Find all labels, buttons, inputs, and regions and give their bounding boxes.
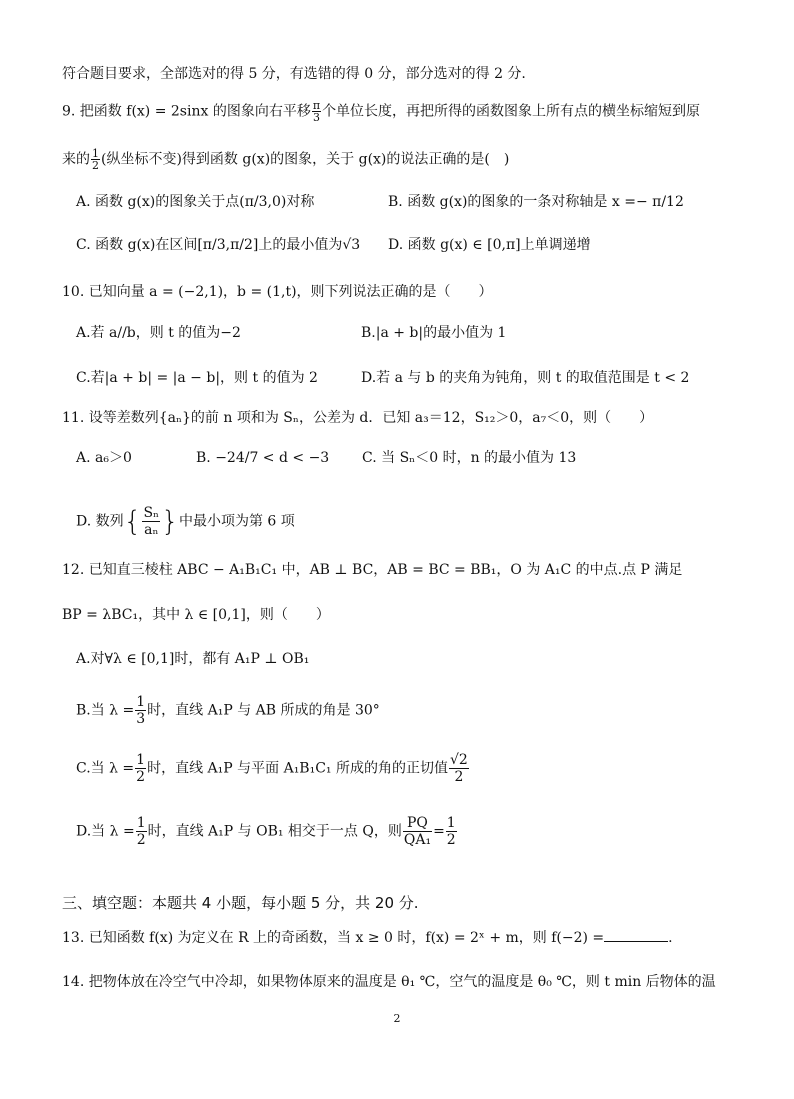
q12-optb-den: 3: [136, 711, 146, 727]
question-11-stem: 11. 设等差数列{aₙ}的前 n 项和为 Sₙ，公差为 d．已知 a₃＝12，S₁₂＞0，a₇＜0，则（ ）: [62, 410, 654, 426]
q9-option-a: A. 函数 g(x)的图象关于点(π/3,0)对称: [76, 194, 315, 210]
q12-optc-rden: 2: [454, 769, 464, 785]
q12-optd-vden: 2: [446, 832, 456, 848]
q12-optd-rnum: PQ: [403, 815, 432, 832]
q12-optd-den: 2: [136, 832, 146, 848]
q10-option-b: B.|a + b|的最小值为 1: [361, 325, 507, 341]
question-12-stem-2: BP = λBC₁，其中 λ ∈ [0,1]，则（ ）: [62, 607, 330, 623]
q12-optc-result-fraction: [449, 752, 469, 785]
question-9-stem: [62, 100, 700, 123]
q11-option-a: A. a₆＞0: [76, 450, 132, 466]
q12-optd-vnum: 1: [446, 815, 456, 831]
q9-stem-b: 个单位长度，再把所得的函数图象上所有点的横坐标缩短到原: [322, 103, 701, 120]
section-3-heading: 三、填空题：本题共 4 小题，每小题 5 分，共 20 分.: [62, 894, 419, 912]
q9-half-num: 1: [92, 147, 99, 160]
q12-optd-fraction: [136, 815, 147, 848]
q12-optb-fraction: [135, 694, 146, 727]
right-brace-icon: }: [161, 504, 179, 538]
page-number: 2: [393, 1012, 401, 1025]
q11-optd-num: Sₙ: [143, 505, 160, 521]
q11-option-c: C. 当 Sₙ＜0 时，n 的最小值为 13: [362, 450, 577, 466]
q12-option-d: [76, 815, 458, 848]
q12-optd-rden: QA₁: [403, 832, 432, 848]
q12-optc-den: 2: [136, 769, 146, 785]
left-brace-icon: {: [123, 504, 142, 538]
q9-half-den: 2: [92, 159, 99, 172]
q11-option-b: B. −24/7 < d < −3: [196, 450, 330, 466]
question-9-stem-2: [62, 148, 509, 171]
q11-optd-a: D. 数列: [76, 513, 124, 530]
q10-option-c: C.若|a + b| = |a − b|，则 t 的值为 2: [76, 370, 318, 386]
q13-stem: 13. 已知函数 f(x) 为定义在 R 上的奇函数，当 x ≥ 0 时，f(x) = 2ˣ + m，则 f(−2) =: [62, 930, 605, 946]
answer-blank: [604, 929, 668, 942]
q9-stem2-b: (纵坐标不变)得到函数 g(x)的图象，关于 g(x)的说法正确的是( ): [101, 151, 510, 168]
q9-shift-den: 3: [312, 111, 320, 124]
q12-optd-num: 1: [136, 815, 146, 831]
q9-half-fraction: [91, 148, 100, 171]
q12-optc-b: 时，直线 A₁P 与平面 A₁B₁C₁ 所成的角的正切值: [147, 760, 448, 777]
q10-option-d: D.若 a 与 b 的夹角为钝角，则 t 的取值范围是 t < 2: [361, 370, 690, 386]
q12-optc-fraction: [135, 752, 146, 785]
q12-option-b: [76, 694, 380, 727]
q12-optd-b: 时，直线 A₁P 与 OB₁ 相交于一点 Q，则: [147, 823, 402, 840]
q9-option-b: B. 函数 g(x)的图象的一条对称轴是 x =− π/12: [388, 194, 684, 210]
q12-optb-num: 1: [136, 694, 146, 710]
intro-line: 符合题目要求，全部选对的得 5 分，有选错的得 0 分，部分选对的得 2 分.: [62, 66, 526, 82]
q11-option-d: [76, 505, 295, 538]
q13-end: .: [668, 930, 673, 946]
q12-optd-ratio-fraction: [403, 815, 432, 848]
q12-option-c: [76, 752, 470, 785]
q9-option-d: D. 函数 g(x) ∈ [0,π]上单调递增: [388, 237, 591, 253]
q12-optb-a: B.当 λ =: [76, 702, 135, 719]
q9-stem2-a: 来的: [62, 151, 90, 168]
q12-optb-b: 时，直线 A₁P 与 AB 所成的角是 30°: [147, 702, 380, 719]
question-10-stem: 10. 已知向量 a = (−2,1)，b = (1,t)，则下列说法正确的是（ ）: [62, 284, 493, 300]
q9-stem-a: 9. 把函数 f(x) = 2sinx 的图象向右平移: [62, 103, 311, 120]
q12-option-a: A.对∀λ ∈ [0,1]时，都有 A₁P ⊥ OB₁: [76, 651, 310, 667]
question-14-stem: 14. 把物体放在冷空气中冷却，如果物体原来的温度是 θ₁ ℃，空气的温度是 θ₀ ℃，则 t min 后物体的温: [62, 974, 716, 990]
question-12-stem: 12. 已知直三棱柱 ABC − A₁B₁C₁ 中，AB ⊥ BC，AB = BC = BB₁，O 为 A₁C 的中点.点 P 满足: [62, 562, 683, 578]
q11-optd-b: 中最小项为第 6 项: [178, 513, 295, 530]
q10-option-a: A.若 a//b，则 t 的值为−2: [76, 325, 241, 341]
q9-shift-num: π: [312, 99, 321, 112]
q12-optc-a: C.当 λ =: [76, 760, 135, 777]
q11-optd-den: aₙ: [144, 522, 159, 538]
q9-option-c: C. 函数 g(x)在区间[π/3,π/2]上的最小值为√3: [76, 237, 361, 253]
q12-optc-rnum: √2: [449, 752, 468, 768]
q12-optc-num: 1: [136, 752, 146, 768]
question-13-stem: [62, 928, 673, 948]
q9-shift-fraction: [312, 100, 321, 123]
q12-optd-eq: =: [433, 823, 445, 840]
q12-optd-a: D.当 λ =: [76, 823, 135, 840]
q12-optd-value-fraction: [446, 815, 457, 848]
q11-optd-fraction: [142, 505, 160, 538]
